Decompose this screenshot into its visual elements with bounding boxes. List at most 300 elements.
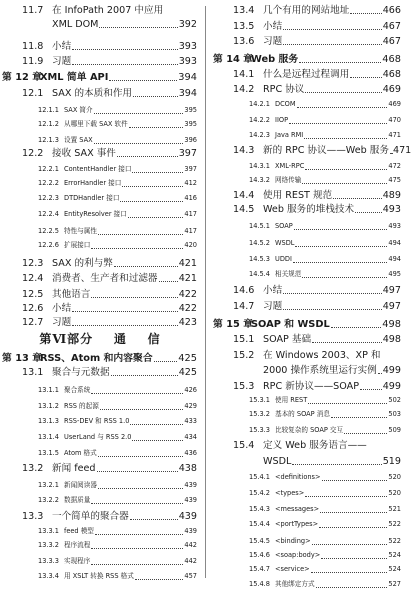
toc-chapter-entry[interactable] [213, 53, 401, 66]
entry-page-number: 439 [184, 496, 197, 504]
entry-number: 14.2.1 [249, 100, 270, 108]
toc-subsection-entry[interactable] [249, 487, 401, 500]
dot-leader [120, 201, 183, 202]
dot-leader [91, 297, 177, 298]
entry-number: 12.2.3 [38, 194, 59, 202]
entry-page-number: 421 [178, 273, 197, 284]
entry-number: 13.3 [22, 511, 44, 522]
toc-section-entry[interactable] [22, 302, 197, 315]
entry-title: 比较复杂的 SOAP 交互 [275, 426, 344, 434]
entry-page-number: 396 [184, 136, 197, 144]
entry-number: 15.4.7 [249, 565, 270, 573]
entry-page-number: 425 [178, 353, 197, 364]
toc-subsection-entry[interactable] [249, 471, 401, 484]
toc-subsection-entry[interactable] [249, 160, 401, 173]
entry-title: Web 服务 [251, 54, 299, 65]
entry-title: 数据质量 [64, 496, 91, 504]
entry-page-number: 509 [388, 426, 401, 434]
entry-number: 12.3 [22, 258, 44, 269]
entry-number: 15.4.8 [249, 580, 270, 588]
dot-leader [355, 212, 382, 213]
entry-page-number: 522 [388, 537, 401, 545]
toc-subsection-entry[interactable] [249, 563, 401, 576]
entry-title: 实现程序 [64, 557, 91, 565]
entry-number: 13.5 [233, 21, 255, 32]
entry-title: 什么是远程过程调用 [263, 69, 350, 80]
entry-title: <binding> [275, 537, 311, 545]
entry-page-number: 520 [388, 473, 401, 481]
dot-leader [302, 277, 387, 278]
entry-number: 12.2 [22, 148, 44, 159]
dot-leader [295, 246, 387, 247]
dot-leader [304, 138, 387, 139]
entry-page-number: 429 [184, 402, 197, 410]
toc-section-entry[interactable] [233, 35, 401, 48]
toc-subsection-entry[interactable] [249, 518, 401, 531]
entry-number: 13.2.1 [38, 481, 59, 489]
entry-title: Web 服务的堆栈技术 [263, 204, 355, 215]
entry-title: 定义 Web 服务语言—— [263, 440, 367, 451]
toc-subsection-entry[interactable] [38, 384, 197, 397]
entry-page-number: 397 [184, 165, 197, 173]
entry-number: 13.3.4 [38, 572, 59, 580]
entry-page-number: 470 [388, 116, 401, 124]
toc-subsection-entry[interactable] [249, 114, 401, 127]
toc-subsection-entry[interactable] [249, 253, 401, 266]
dot-leader [305, 496, 387, 497]
dot-leader [130, 519, 178, 520]
toc-subsection-entry[interactable] [249, 129, 401, 142]
entry-page-number: 439 [184, 527, 197, 535]
toc-subsection-entry[interactable] [38, 104, 197, 117]
dot-leader [293, 262, 387, 263]
toc-subsection-entry[interactable] [38, 400, 197, 413]
toc-subsection-entry[interactable] [38, 208, 197, 221]
toc-section-entry[interactable] [22, 462, 197, 475]
toc-section-entry[interactable] [233, 284, 401, 297]
entry-title: 网络传输 [275, 176, 302, 184]
dot-leader [91, 393, 183, 394]
entry-page-number: 498 [382, 319, 401, 330]
entry-title: SAX 的本质和作用 [52, 88, 133, 99]
entry-page-number: 524 [388, 565, 401, 573]
entry-number: 13.1.4 [38, 433, 59, 441]
entry-number: 14.2 [233, 84, 255, 95]
entry-title: 聚合与元数据 [52, 367, 110, 378]
toc-section-entry[interactable] [233, 83, 401, 96]
toc-subsection-entry[interactable] [249, 578, 401, 591]
entry-title: 习题 [263, 301, 283, 312]
toc-subsection-entry[interactable] [38, 177, 197, 190]
dot-leader [312, 544, 388, 545]
entry-number: 12.2.2 [38, 179, 59, 187]
entry-number: 14.3.1 [249, 162, 270, 170]
toc-subsection-entry[interactable] [38, 570, 197, 583]
entry-title: 新闻 feed [52, 463, 96, 474]
entry-number: 15.2 [233, 350, 255, 361]
dot-leader [312, 342, 382, 343]
toc-subsection-entry[interactable] [38, 415, 197, 428]
toc-section-entry[interactable] [22, 366, 197, 379]
toc-section-entry[interactable] [22, 510, 197, 523]
entry-page-number: 394 [178, 72, 197, 83]
dot-leader [344, 433, 387, 434]
entry-title: 使用 REST 规范 [263, 190, 333, 201]
toc-section-entry[interactable] [22, 87, 197, 100]
entry-page-number: 469 [388, 100, 401, 108]
toc-subsection-entry[interactable] [249, 394, 401, 407]
dot-leader [305, 92, 381, 93]
dot-leader [289, 123, 387, 124]
toc-section-entry[interactable] [233, 364, 401, 377]
toc-subsection-entry[interactable] [38, 494, 197, 507]
dot-leader [91, 548, 183, 549]
entry-page-number: 433 [184, 417, 197, 425]
toc-subsection-entry[interactable] [249, 424, 401, 437]
toc-subsection-entry[interactable] [38, 192, 197, 205]
entry-page-number: 494 [388, 239, 401, 247]
entry-number: 11.7 [22, 5, 44, 16]
entry-number: 12.1 [22, 88, 44, 99]
dot-leader [283, 29, 382, 30]
entry-page-number: 522 [388, 520, 401, 528]
entry-title: EntityResolver 接口 [64, 210, 127, 218]
entry-page-number: 471 [388, 131, 401, 139]
toc-subsection-entry[interactable] [249, 503, 401, 516]
dot-leader [98, 488, 183, 489]
dot-leader [100, 409, 184, 410]
entry-title: 其他绑定方式 [275, 580, 315, 588]
entry-title: 几个有用的网站地址 [263, 5, 350, 16]
entry-title: <soap:body> [275, 551, 321, 559]
toc-section-entry[interactable] [22, 288, 197, 301]
toc-subsection-entry[interactable] [38, 555, 197, 568]
dot-leader [111, 375, 178, 376]
toc-chapter-entry[interactable] [213, 318, 401, 331]
entry-title: <service> [275, 565, 310, 573]
dot-leader [283, 293, 382, 294]
entry-number: 15.3.1 [249, 396, 270, 404]
entry-title: 一个简单的聚合器 [52, 511, 129, 522]
entry-number: 15.4.3 [249, 505, 270, 513]
toc-subsection-entry[interactable] [38, 118, 197, 131]
toc-column-left [0, 0, 200, 584]
entry-page-number: 442 [184, 541, 197, 549]
entry-page-number: 393 [178, 41, 197, 52]
entry-title: 消费者、生产者和过滤器 [52, 273, 158, 284]
dot-leader [320, 512, 387, 513]
dot-leader [297, 107, 388, 108]
toc-section-entry[interactable] [22, 316, 197, 329]
entry-number: 12.4 [22, 273, 44, 284]
entry-number: 13.1.3 [38, 417, 59, 425]
entry-page-number: 471 [392, 145, 411, 156]
toc-subsection-entry[interactable] [249, 268, 401, 281]
toc-chapter-entry[interactable] [2, 71, 197, 84]
entry-page-number: 434 [184, 433, 197, 441]
entry-page-number: 469 [382, 84, 401, 95]
entry-page-number: 466 [382, 5, 401, 16]
entry-title: 新的 RPC 协议——Web 服务 [263, 145, 389, 156]
dot-leader [390, 153, 392, 154]
dot-leader [159, 281, 178, 282]
entry-title: IIOP [275, 116, 289, 124]
part-heading: 第Ⅵ部分 通 信 [39, 332, 161, 346]
toc-subsection-entry[interactable] [38, 225, 197, 238]
dot-leader [316, 587, 388, 588]
dot-leader [99, 27, 177, 28]
entry-page-number: 497 [382, 285, 401, 296]
toc-section-entry[interactable] [233, 300, 401, 313]
entry-number: 14.5.2 [249, 239, 270, 247]
entry-page-number: 519 [382, 456, 401, 467]
entry-page-number: 472 [388, 162, 401, 170]
toc-section-entry[interactable] [233, 20, 401, 33]
entry-page-number: 499 [382, 381, 401, 392]
toc-section-entry[interactable] [233, 380, 401, 393]
toc-section-entry[interactable] [22, 272, 197, 285]
entry-number: 14.5.1 [249, 222, 270, 230]
dot-leader [122, 186, 183, 187]
dot-leader [129, 127, 184, 128]
entry-title: WSDL [263, 456, 292, 467]
toc-subsection-entry[interactable] [249, 535, 401, 548]
toc-section-entry[interactable] [233, 189, 401, 202]
entry-number: 14.5.3 [249, 255, 270, 263]
dot-leader [319, 527, 387, 528]
dot-leader [292, 464, 381, 465]
toc-subsection-entry[interactable] [38, 539, 197, 552]
dot-leader [130, 424, 183, 425]
entry-number: 12.2.5 [38, 227, 59, 235]
dot-leader [95, 534, 184, 535]
entry-page-number: 393 [178, 56, 197, 67]
toc-section-entry[interactable] [233, 333, 401, 346]
toc-section-entry[interactable] [233, 68, 401, 81]
entry-number: 15.3.2 [249, 410, 270, 418]
entry-page-number: 422 [178, 303, 197, 314]
entry-title: 用 XSLT 转换 RSS 格式 [64, 572, 134, 580]
entry-page-number: 493 [382, 204, 401, 215]
entry-number: 12.5 [22, 289, 44, 300]
entry-title: <portTypes> [275, 520, 319, 528]
entry-number: 第 13 章 [2, 353, 43, 364]
entry-title: SOAP [275, 222, 293, 230]
entry-page-number: 467 [382, 21, 401, 32]
dot-leader [91, 564, 183, 565]
toc-section-entry[interactable] [233, 144, 411, 157]
entry-title: RSS、Atom 和内容聚合 [40, 353, 153, 364]
toc-subsection-entry[interactable] [249, 408, 401, 421]
entry-page-number: 416 [184, 194, 197, 202]
entry-page-number: 426 [184, 386, 197, 394]
toc-subsection-entry[interactable] [38, 447, 197, 460]
entry-page-number: 425 [178, 367, 197, 378]
entry-number: 13.3.3 [38, 557, 59, 565]
entry-number: 13.6 [233, 36, 255, 47]
entry-title: 相关规范 [275, 270, 302, 278]
entry-page-number: 527 [388, 580, 401, 588]
toc-subsection-entry[interactable] [38, 134, 197, 147]
entry-title: 小结 [263, 21, 283, 32]
entry-page-number: 524 [388, 551, 401, 559]
toc-subsection-entry[interactable] [249, 98, 401, 111]
entry-title: feed 模型 [64, 527, 94, 535]
dot-leader [97, 471, 178, 472]
entry-page-number: 497 [382, 301, 401, 312]
toc-chapter-entry[interactable] [2, 352, 197, 365]
entry-page-number: 422 [178, 289, 197, 300]
dot-leader [350, 13, 381, 14]
toc-subsection-entry[interactable] [38, 525, 197, 538]
entry-number: 13.3.2 [38, 541, 59, 549]
dot-leader [91, 248, 183, 249]
entry-title: <types> [275, 489, 305, 497]
entry-page-number: 499 [382, 365, 401, 376]
entry-title: XML 简单 API [40, 72, 109, 83]
toc-column-right [211, 0, 411, 588]
dot-leader [299, 62, 381, 63]
entry-page-number: 442 [184, 557, 197, 565]
entry-number: 15.4.5 [249, 537, 270, 545]
toc-section-entry[interactable] [233, 439, 401, 452]
entry-title: RSS 的起源 [64, 402, 99, 410]
entry-title: 在 Windows 2003、XP 和 [263, 350, 381, 361]
entry-number: 15.4 [233, 440, 255, 451]
entry-page-number: 438 [178, 463, 197, 474]
entry-number: 12.2.1 [38, 165, 59, 173]
entry-number: 第 14 章 [213, 54, 254, 65]
entry-page-number: 423 [178, 317, 197, 328]
entry-number: 14.6 [233, 285, 255, 296]
toc-section-entry[interactable] [22, 257, 197, 270]
entry-number: 13.1 [22, 367, 44, 378]
toc-subsection-entry[interactable] [249, 549, 401, 562]
toc-section-entry[interactable] [233, 203, 401, 216]
entry-number: 15.3 [233, 381, 255, 392]
dot-leader [378, 373, 382, 374]
entry-number: 15.3.3 [249, 426, 270, 434]
entry-number: 15.4.6 [249, 551, 270, 559]
toc-section-entry[interactable] [22, 4, 197, 17]
entry-title: RSS-DEV 和 RSS 1.0 [64, 417, 130, 425]
dot-leader [72, 311, 178, 312]
entry-number: 11.8 [22, 41, 44, 52]
dot-leader [283, 44, 382, 45]
entry-title: 程序流程 [64, 541, 91, 549]
dot-leader [72, 325, 178, 326]
entry-number: 13.1.5 [38, 449, 59, 457]
toc-section-entry[interactable] [233, 455, 401, 468]
dot-leader [132, 172, 183, 173]
toc-subsection-entry[interactable] [249, 174, 401, 187]
entry-number: 14.7 [233, 301, 255, 312]
entry-page-number: 502 [388, 396, 401, 404]
column-divider [205, 6, 206, 578]
toc-subsection-entry[interactable] [38, 431, 197, 444]
entry-title: 在 InfoPath 2007 中应用 [52, 5, 164, 16]
entry-number: 12.7 [22, 317, 44, 328]
entry-number: 12.2.4 [38, 210, 59, 218]
entry-page-number: 420 [184, 241, 197, 249]
entry-number: 12.1.3 [38, 136, 59, 144]
entry-title: 基本的 SOAP 消息 [275, 410, 330, 418]
toc-subsection-entry[interactable] [249, 237, 401, 250]
toc-section-entry[interactable] [22, 55, 197, 68]
entry-page-number: 417 [184, 210, 197, 218]
entry-number: 14.1 [233, 69, 255, 80]
toc-section-entry[interactable] [22, 18, 197, 31]
entry-title: 聚合系统 [64, 386, 91, 394]
entry-title: 2000 操作系统里运行实例 [263, 365, 377, 376]
dot-leader [114, 266, 178, 267]
dot-leader [331, 417, 387, 418]
toc-section-entry[interactable] [233, 349, 401, 362]
entry-title: 小结 [263, 285, 283, 296]
toc-subsection-entry[interactable] [38, 479, 197, 492]
entry-page-number: 503 [388, 410, 401, 418]
toc-subsection-entry[interactable] [38, 239, 197, 252]
entry-page-number: 417 [184, 227, 197, 235]
entry-title: 习题 [52, 317, 72, 328]
entry-page-number: 395 [184, 106, 197, 114]
entry-number: 15.1 [233, 334, 255, 345]
entry-page-number: 475 [388, 176, 401, 184]
toc-subsection-entry[interactable] [249, 220, 401, 233]
dot-leader [132, 440, 183, 441]
dot-leader [94, 143, 184, 144]
entry-number: 14.3 [233, 145, 255, 156]
entry-title: SAX 的利与弊 [52, 258, 113, 269]
toc-subsection-entry[interactable] [38, 163, 197, 176]
entry-title: 新闻阅读器 [64, 481, 97, 489]
entry-number: 14.2.2 [249, 116, 270, 124]
entry-number: 15.4.4 [249, 520, 270, 528]
entry-number: 14.5 [233, 204, 255, 215]
dot-leader [302, 183, 387, 184]
dot-leader [322, 480, 388, 481]
entry-page-number: 394 [178, 88, 197, 99]
dot-leader [98, 234, 183, 235]
entry-number: 11.9 [22, 56, 44, 67]
entry-title: 使用 REST [275, 396, 308, 404]
dot-leader [305, 169, 387, 170]
toc-section-entry[interactable] [22, 147, 197, 160]
entry-number: 第 15 章 [213, 319, 254, 330]
dot-leader [135, 579, 184, 580]
entry-title: 小结 [52, 303, 72, 314]
dot-leader [133, 96, 178, 97]
toc-section-entry[interactable] [233, 4, 401, 17]
entry-number: 13.3.1 [38, 527, 59, 535]
entry-title: Atom 格式 [64, 449, 97, 457]
dot-leader [360, 389, 382, 390]
entry-number: 13.2 [22, 463, 44, 474]
toc-section-entry[interactable] [22, 40, 197, 53]
entry-page-number: 439 [178, 511, 197, 522]
entry-title: ContentHandler 接口 [64, 165, 132, 173]
entry-number: 15.4.2 [249, 489, 270, 497]
entry-title: 小结 [52, 41, 72, 52]
entry-page-number: 392 [178, 19, 197, 30]
entry-title: SOAP 和 WSDL [251, 319, 330, 330]
entry-page-number: 436 [184, 449, 197, 457]
entry-number: 13.1.2 [38, 402, 59, 410]
entry-page-number: 457 [184, 572, 197, 580]
entry-title: <definitions> [275, 473, 321, 481]
dot-leader [109, 80, 177, 81]
entry-number: 14.4 [233, 190, 255, 201]
